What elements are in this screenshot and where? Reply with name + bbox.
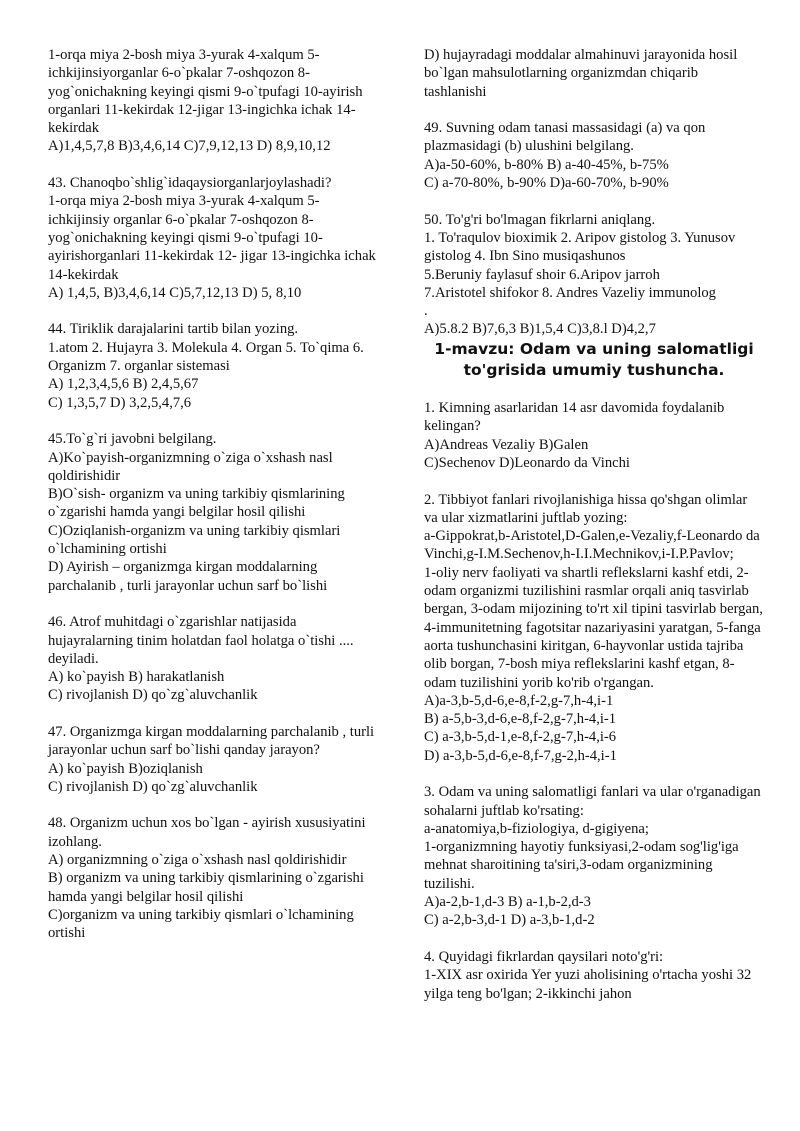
question-49-answers-ab: A)a-50-60%, b-80% B) a-40-45%, b-75% xyxy=(424,156,669,173)
topic-question-2-option-a: A)a-3,b-5,d-6,e-8,f-2,g-7,h-4,i-1 xyxy=(424,692,614,709)
left-column xyxy=(48,46,378,943)
question-48-title: 48. Organizm uchun xos bo`lgan - ayirish xususiyatini izohlang. xyxy=(48,815,366,850)
right-column xyxy=(424,46,764,1003)
topic-question-2-title: 2. Tibbiyot fanlari rivojlanishiga hissa qo'shgan olimlar va ular xizmatlarini juftlab yozing: xyxy=(424,491,748,526)
question-47-answers-ab: A) ko`payish B)oziqlanish xyxy=(48,760,203,777)
question-48-option-c: C)organizm va uning tarkibiy qismlari o`lchamining ortishi xyxy=(48,906,354,942)
question-47-title: 47. Organizmga kirgan moddalarning parchalanib , turli jarayonlar uchun sarf bo`lishi qanday jarayon? xyxy=(48,723,375,759)
topic-question-4-title: 4. Quyidagi fikrlardan qaysilari noto'g'ri: xyxy=(424,948,664,965)
question-50-answers: A)5.8.2 B)7,6,3 B)1,5,4 C)3,8.l D)4,2,7 xyxy=(424,321,656,338)
question-44-answers-cd: C) 1,3,5,7 D) 3,2,5,4,7,6 xyxy=(48,394,192,411)
question-43-answers: A) 1,4,5, B)3,4,6,14 C)5,7,12,13 D) 5, 8,10 xyxy=(48,284,302,301)
question-48-option-b: B) organizm va uning tarkibiy qismlarining o`zgarishi hamda yangi belgilar hosil qilishi xyxy=(48,870,364,905)
question-46-title: 46. Atrof muhitdagi o`zgarishlar natijasida hujayralarning tinim holatdan faol holatga o`tishi .... deyiladi. xyxy=(48,614,354,667)
question-42-answers: A)1,4,5,7,8 B)3,4,6,14 C)7,9,12,13 D) 8,9,10,12 xyxy=(48,138,331,155)
topic-question-1-answers-cd: C)Sechenov D)Leonardo da Vinchi xyxy=(424,454,630,471)
question-47-answers-cd: C) rivojlanish D) qo`zg`aluvchanlik xyxy=(48,778,258,795)
question-50-options: 1. To'raqulov bioximik 2. Aripov gistolog 3. Yunusov gistolog 4. Ibn Sino musiqashunos 5.Beruniy faylasuf shoir 6.Aripov jarroh 7.Aristotel shifokor 8. Andres Vazeliy immunolog . xyxy=(424,229,736,320)
topic-question-2-option-d: D) a-3,b-5,d-6,e-8,f-7,g-2,h-4,i-1 xyxy=(424,747,617,764)
question-45-option-b: B)O`sish- organizm va uning tarkibiy qismlarining o`zgarishi hamda yangi belgilar hosil qilishi xyxy=(48,486,345,521)
question-45-title: 45.To`g`ri javobni belgilang. xyxy=(48,431,217,448)
topic-question-1-title: 1. Kimning asarlaridan 14 asr davomida foydalanib kelingan? xyxy=(424,400,725,435)
topic-question-3-title: 3. Odam va uning salomatligi fanlari va ular o'rganadigan sohalarni juftlab ko'rsating: xyxy=(424,784,761,819)
topic-question-2-option-b: B) a-5,b-3,d-6,e-8,f-2,g-7,h-4,i-1 xyxy=(424,711,617,728)
topic-question-3-answers-ab: A)a-2,b-1,d-3 B) a-1,b-2,d-3 xyxy=(424,894,591,911)
question-42-options: 1-orqa miya 2-bosh miya 3-yurak 4-xalqum 5-ichkijinsiyorganlar 6-o`pkalar 7-oshqozon 8-yog`onichakning keyingi qismi 9-o`tpufagi 10-ayirish organlari 11-kekirdak 12-jigar 13-ingichka ichak 14-kekirdak xyxy=(48,47,363,137)
question-43-options: 1-orqa miya 2-bosh miya 3-yurak 4-xalqum 5-ichkijinsiy organlar 6-o`pkalar 7-oshqozon 8-yog`onichakning keyingi qismi 9-o`tpufagi 10-ayirishorganlari 11-kekirdak 12- jigar 13-ingichka ichak 14-kekirdak xyxy=(48,193,376,283)
question-46-answers-ab: A) ko`payish B) harakatlanish xyxy=(48,669,225,686)
topic-question-4-body: 1-XIX asr oxirida Yer yuzi aholisining o'rtacha yoshi 32 yilga teng bo'lgan; 2-ikkinchi jahon xyxy=(424,967,752,1002)
question-50-title: 50. To'g'ri bo'lmagan fikrlarni aniqlang. xyxy=(424,211,656,228)
question-43-title: 43. Chanoqbo`shlig`idaqaysiorganlarjoylashadi? xyxy=(48,175,332,192)
question-48-option-a: A) organizmning o`ziga o`xshash nasl qoldirishidir xyxy=(48,852,347,869)
question-48-option-d: D) hujayradagi moddalar almahinuvi jarayonida hosil bo`lgan mahsulotlarning organizmdan chiqarib tashlanishi xyxy=(424,47,738,100)
topic-question-3-answers-cd: C) a-2,b-3,d-1 D) a-3,b-1,d-2 xyxy=(424,912,595,929)
topic-question-1-answers-ab: A)Andreas Vezaliy B)Galen xyxy=(424,436,589,453)
topic-question-3-items: 1-organizmning hayotiy funksiyasi,2-odam sog'lig'iga mehnat sharoitining ta'siri,3-odam organizmining tuzilishi. xyxy=(424,839,739,892)
question-49-title: 49. Suvning odam tanasi massasidagi (a) va qon plazmasidagi (b) ulushini belgilang. xyxy=(424,120,706,155)
question-44-title: 44. Tiriklik darajalarini tartib bilan yozing. xyxy=(48,321,299,338)
topic-question-2-names: a-Gippokrat,b-Aristotel,D-Galen,e-Vezaliy,f-Leonardo da Vinchi,g-I.M.Sechenov,h-I.I.Mechnikov,i-I.P.Pavlov; xyxy=(424,528,760,563)
question-44-options: 1.atom 2. Hujayra 3. Molekula 4. Organ 5. To`qima 6. Organizm 7. organlar sistemasi xyxy=(48,339,364,375)
question-45-option-d: D) Ayirish – organizmga kirgan moddalarning parchalanib , turli jarayonlar uchun sarf bo`lishi xyxy=(48,559,328,594)
question-49-answers-cd: C) a-70-80%, b-90% D)a-60-70%, b-90% xyxy=(424,175,669,192)
question-46-answers-cd: C) rivojlanish D) qo`zg`aluvchanlik xyxy=(48,687,258,704)
question-44-answers-ab: A) 1,2,3,4,5,6 B) 2,4,5,67 xyxy=(48,376,199,393)
topic-question-2-option-c: C) a-3,b-5,d-1,e-8,f-2,g-7,h-4,i-6 xyxy=(424,729,617,746)
topic-heading: 1-mavzu: Odam va uning salomatligi to'grisida umumiy tushuncha. xyxy=(434,339,754,379)
question-45-option-c: C)Oziqlanish-organizm va uning tarkibiy qismlari o`lchamining ortishi xyxy=(48,522,341,558)
question-45-option-a: A)Ko`payish-organizmning o`ziga o`xshash nasl qoldirishidir xyxy=(48,449,333,484)
topic-question-2-items: 1-oliy nerv faoliyati va shartli reflekslarni kashf etdi, 2-odam organizmi tuzilishini rasmlar orqali aniq tasvirlab bergan, 3-odam mijozining to'rt xil tipini tasvirlab bergan, 4-immunitetning fagotsitar nazariyasini yaratgan, 5-fanga aorta tushunchasini kiritgan, 6-hayvonlar ustida tajriba olib borgan, 7-bosh miya reflekslarini kashf etgan, 8-odam tuzilishini yorib ko'rib o'rgangan. xyxy=(424,564,763,691)
topic-question-3-fields: a-anatomiya,b-fiziologiya, d-gigiyena; xyxy=(424,820,649,837)
